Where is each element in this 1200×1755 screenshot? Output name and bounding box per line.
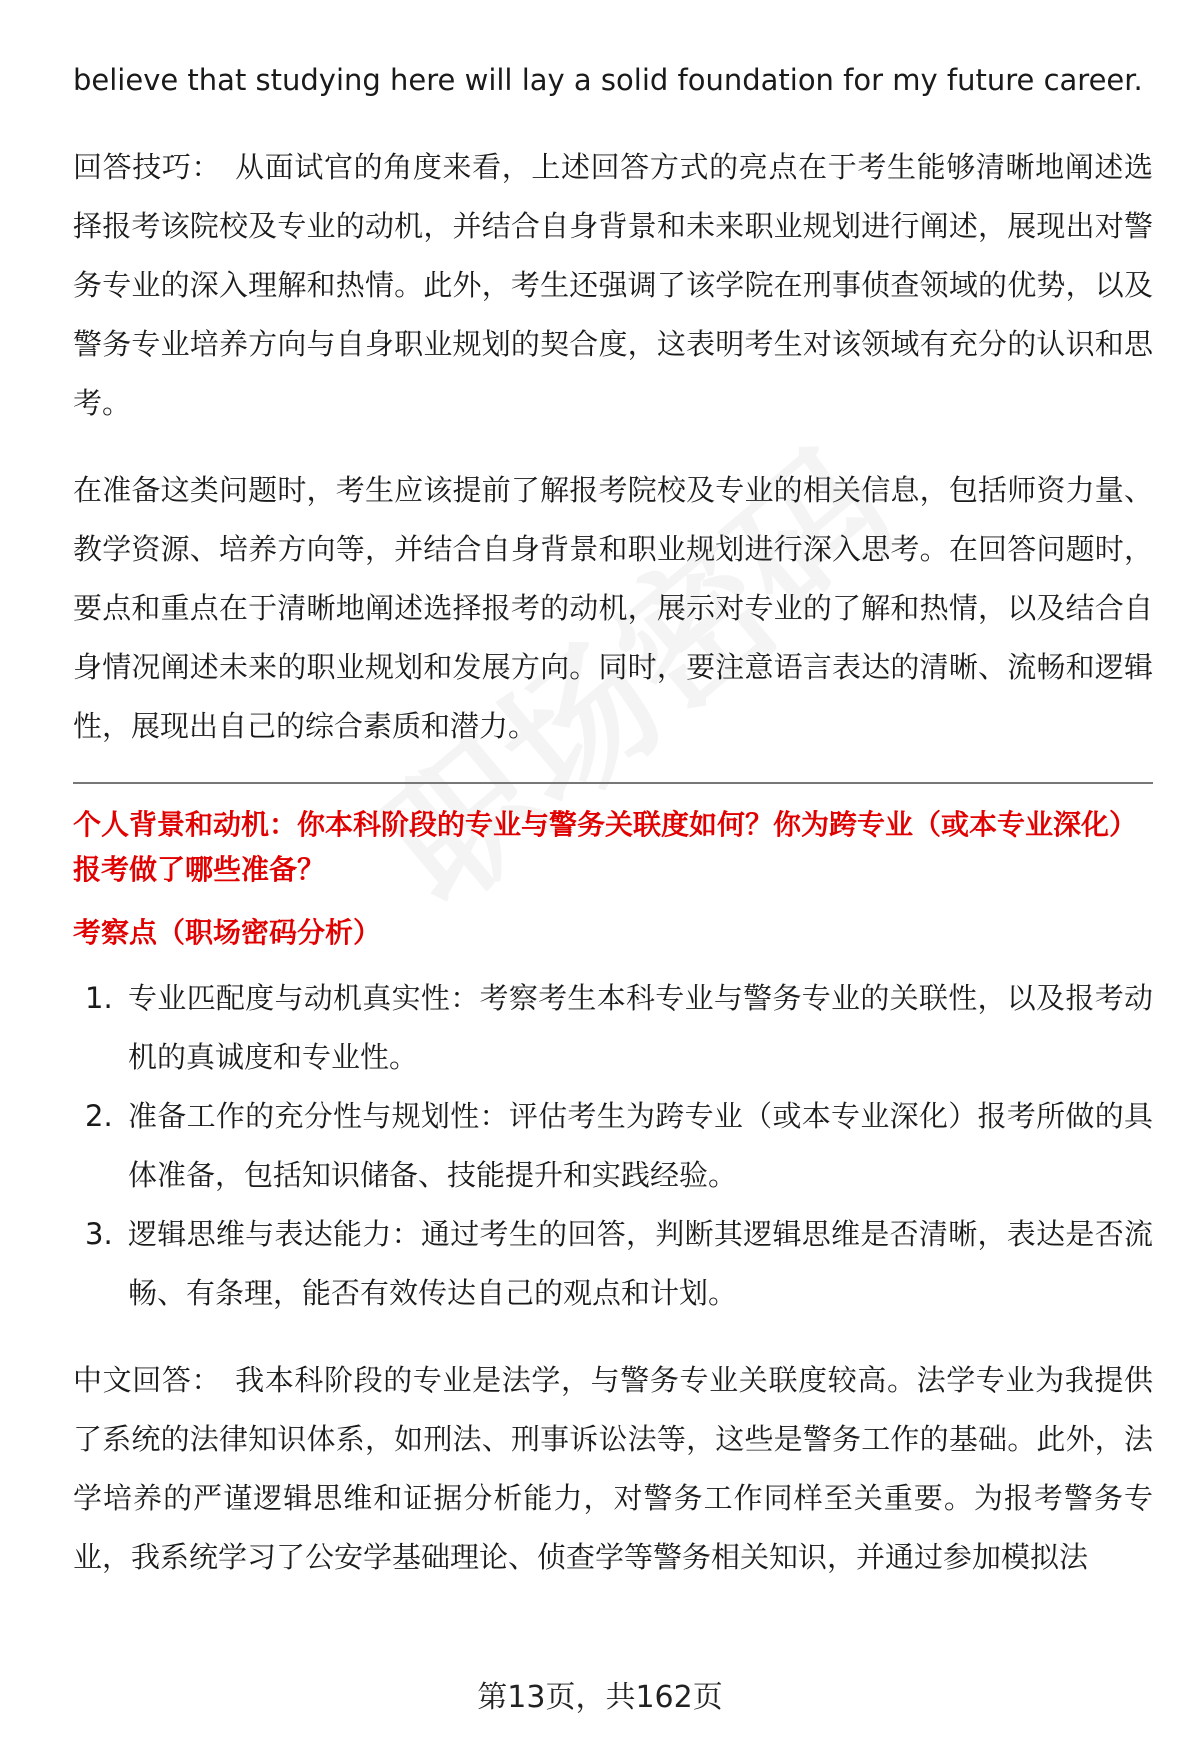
list-item: 3. 逻辑思维与表达能力：通过考生的回答，判断其逻辑思维是否清晰，表达是否流畅、有条理，能否有效传达自己的观点和计划。 — [85, 1217, 1153, 1310]
analysis-points-list — [73, 969, 1153, 1323]
list-item: 1. 专业匹配度与动机真实性：考察考生本科专业与警务专业的关联性，以及报考动机的真诚度和专业性。 — [85, 981, 1153, 1074]
page-number-footer: 第13页，共162页 — [477, 1680, 723, 1715]
question-heading: 个人背景和动机：你本科阶段的专业与警务关联度如何？你为跨专业（或本专业深化）报考做了哪些准备？ — [73, 808, 1138, 886]
document-page — [73, 0, 1153, 1587]
list-item: 2. 准备工作的充分性与规划性：评估考生为跨专业（或本专业深化）报考所做的具体准备，包括知识储备、技能提升和实践经验。 — [85, 1099, 1153, 1192]
intro-line: believe that studying here will lay a solid foundation for my future career. — [73, 63, 1143, 97]
answer-paragraph — [73, 1351, 1153, 1587]
answer-label: 中文回答： — [73, 1363, 222, 1397]
tips-label: 回答技巧： — [73, 150, 222, 184]
section-divider — [73, 782, 1153, 784]
tips-text: 从面试官的角度来看，上述回答方式的亮点在于考生能够清晰地阐述选择报考该院校及专业的动机，并结合自身背景和未来职业规划进行阐述，展现出对警务专业的深入理解和热情。此外，考生还强调了该学院在刑事侦查领域的优势，以及警务专业培养方向与自身职业规划的契合度，这表明考生对该领域有充分的认识和思考。 — [73, 150, 1153, 420]
prep-paragraph: 在准备这类问题时，考生应该提前了解报考院校及专业的相关信息，包括师资力量、教学资源、培养方向等，并结合自身背景和职业规划进行深入思考。在回答问题时，要点和重点在于清晰地阐述选择报考的动机，展示对专业的了解和热情，以及结合自身情况阐述未来的职业规划和发展方向。同时，要注意语言表达的清晰、流畅和逻辑性，展现出自己的综合素质和潜力。 — [73, 473, 1153, 743]
answer-text: 我本科阶段的专业是法学，与警务专业关联度较高。法学专业为我提供了系统的法律知识体系，如刑法、刑事诉讼法等，这些是警务工作的基础。此外，法学培养的严谨逻辑思维和证据分析能力，对警务工作同样至关重要。为报考警务专业，我系统学习了公安学基础理论、侦查学等警务相关知识，并通过参加模拟法 — [73, 1363, 1153, 1574]
analysis-heading: 考察点（职场密码分析） — [73, 916, 382, 949]
tips-paragraph — [73, 138, 1153, 433]
